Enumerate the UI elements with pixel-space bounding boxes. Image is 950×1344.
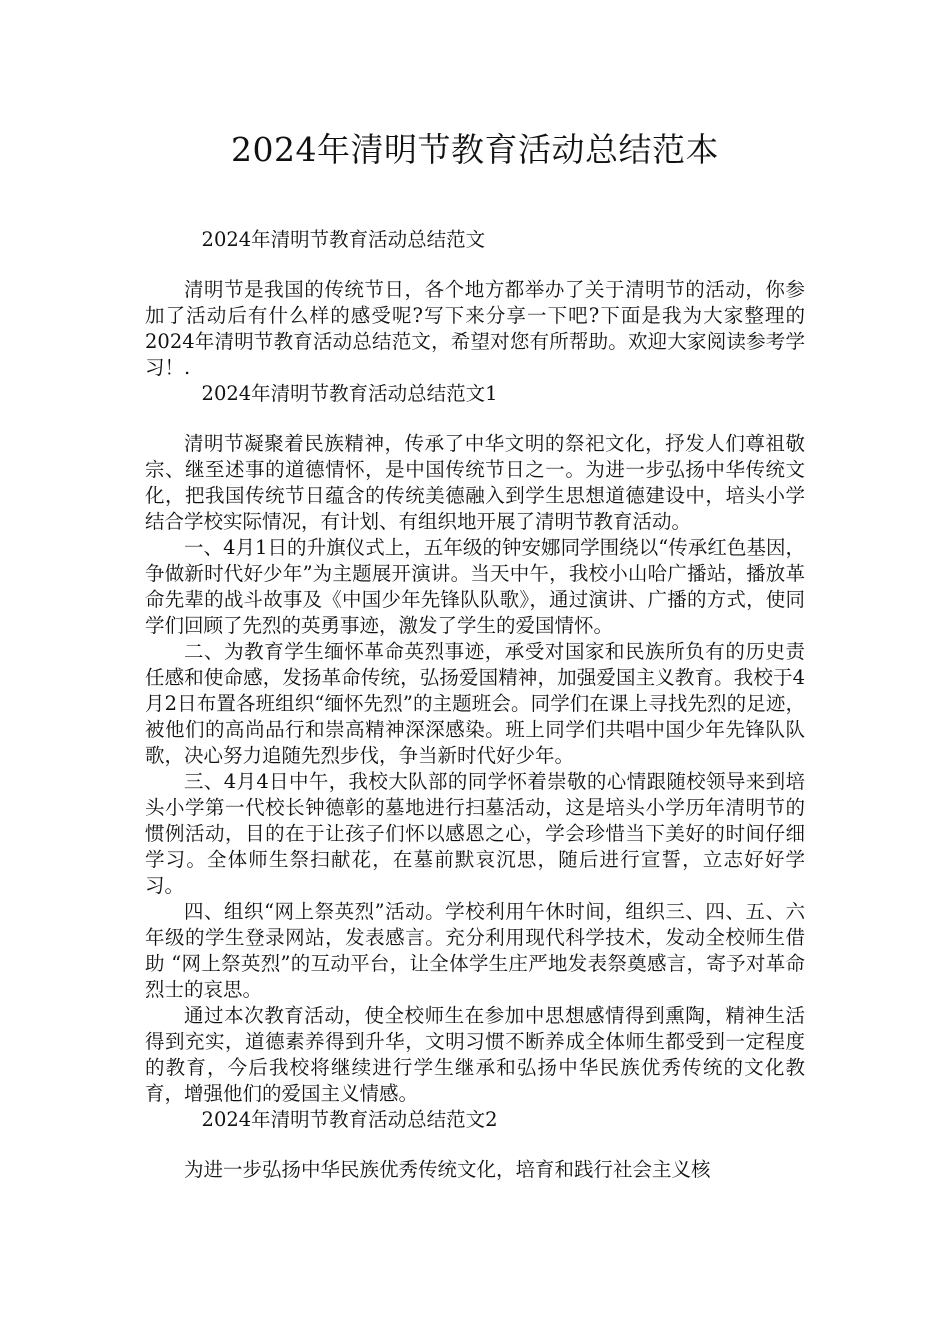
section-1-paragraph: 四、组织“网上祭英烈”活动。学校利用午休时间，组织三、四、五、六年级的学生登录网站，发表感言。充分利用现代科学技术，发动全校师生借助 “网上祭英烈”的互动平台，让全体学生庄严地发表祭奠感言，寄予对革命烈士的哀思。 xyxy=(145,900,805,1001)
document-title: 2024年清明节教育活动总结范本 xyxy=(231,130,719,169)
section-1-paragraph: 一、4月1日的升旗仪式上，五年级的钟安娜同学围绕以“传承红色基因，争做新时代好少年”为主题展开演讲。当天中午，我校小山哈广播站，播放革命先辈的战斗故事及《中国少年先锋队队歌》，通过演讲、广播的方式，使同学们回顾了先烈的英勇事迹，激发了学生的爱国情怀。 xyxy=(145,536,805,637)
section-1-paragraph: 清明节凝聚着民族精神，传承了中华文明的祭祀文化，抒发人们尊祖敬宗、继至述事的道德情怀，是中国传统节日之一。为进一步弘扬中华传统文化，把我国传统节日蕴含的传统美德融入到学生思想道德建设中，培头小学结合学校实际情况，有计划、有组织地开展了清明节教育活动。 xyxy=(145,432,805,533)
section-1-paragraph: 通过本次教育活动，使全校师生在参加中思想感情得到熏陶，精神生活得到充实，道德素养得到升华，文明习惯不断养成全体师生都受到一定程度的教育，今后我校将继续进行学生继承和弘扬中华民族优秀传统的文化教育，增强他们的爱国主义情感。 xyxy=(145,1004,805,1105)
intro-paragraph: 清明节是我国的传统节日，各个地方都举办了关于清明节的活动，你参加了活动后有什么样的感受呢?写下来分享一下吧?下面是我为大家整理的2024年清明节教育活动总结范文，希望对您有所帮助。欢迎大家阅读参考学习！. xyxy=(145,278,805,379)
section-1-heading: 2024年清明节教育活动总结范文1 xyxy=(201,382,498,405)
document-body xyxy=(145,227,805,1183)
section-2-paragraph: 为进一步弘扬中华民族优秀传统文化，培育和践行社会主义核 xyxy=(184,1158,711,1181)
section-1-paragraph: 二、为教育学生缅怀革命英烈事迹，承受对国家和民族所负有的历史责任感和使命感，发扬革命传统，弘扬爱国精神，加强爱国主义教育。我校于4月2日布置各班组织“缅怀先烈”的主题班会。同学们在课上寻找先烈的足迹，被他们的高尚品行和崇高精神深深感染。班上同学们共唱中国少年先锋队队歌，决心努力追随先烈步伐，争当新时代好少年。 xyxy=(145,640,805,767)
section-2-heading: 2024年清明节教育活动总结范文2 xyxy=(201,1108,498,1131)
document-subtitle: 2024年清明节教育活动总结范文 xyxy=(201,228,486,251)
section-1-paragraph: 三、4月4日中午，我校大队部的同学怀着崇敬的心情跟随校领导来到培头小学第一代校长钟德彰的墓地进行扫墓活动，这是培头小学历年清明节的惯例活动，目的在于让孩子们怀以感恩之心，学会珍惜当下美好的时间仔细学习。全体师生祭扫献花，在墓前默哀沉思，随后进行宣誓，立志好好学习。 xyxy=(145,770,805,897)
